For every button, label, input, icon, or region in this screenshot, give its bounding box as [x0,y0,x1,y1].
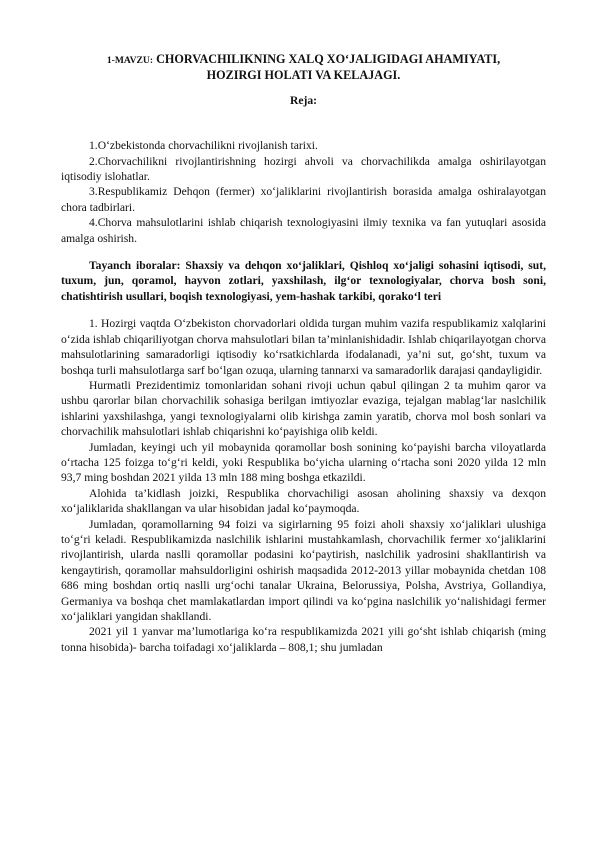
topic-label: 1-MAVZU: [106,55,154,66]
page-title [61,52,546,84]
body-paragraph: 1. Hozirgi vaqtda O‘zbekiston chorvadorlari oldida turgan muhim vazifa respublikamiz xalqlarini o‘zida ishlab chiqariliyotgan chorva mahsulotlari bilan ta’minlanishidadir. Ishlab chiqarilayotgan chorva mahsulotlarining samaradorligi iqtisodiy ko‘rsatkichlarda ifodalanadi, ya’ni sut, go‘sht, tuxum va boshqa turli mahsulotlarga sarf bo‘lgan ozuqa, ularning tannarxi va samaradorlik darajasi qandayligidir. [61,317,546,377]
title-line-1: CHORVACHILIKNING XALQ XO‘JALIGIDAGI AHAMIYATI, [156,52,501,66]
title-line-2: HOZIRGI HOLATI VA KELAJAGI. [206,68,401,83]
plan-item: 2.Chorvachilikni rivojlantirishning hozirgi ahvoli va chorvachilikda amalga oshirilayotgan iqtisodiy islohatlar. [61,154,546,184]
keywords-paragraph: Tayanch iboralar: Shaxsiy va dehqon xo‘jaliklari, Qishloq xo‘jaligi sohasini iqtisodi, sut, tuxum, jun, qoramol, hayvon zotlari, yaxshilash, ilg‘or texnologiyalar, chorva bosh soni, chatishtirish usullari, boqish texnologiyasi, yem-hashak tarkibi, qorako‘l teri [61,259,546,303]
plan-item: 3.Respublikamiz Dehqon (fermer) xo‘jaliklarini rivojlantirish borasida amalga oshiralayotgan chora tadbirlari. [61,185,546,214]
plan-heading: Reja: [289,93,318,107]
body-paragraph: Jumladan, qoramollarning 94 foizi va sigirlarning 95 foizi aholi shaxsiy xo‘jaliklari ulushiga to‘g‘ri keladi. Respublikamizda naslchilik ishlarini mustahkamlash, chorvachilik fermer xo‘jaliklarini rivojlantirish, ularda naslli qoramollar podasini ko‘paytirish, naslchilik yadrosini shakllantirish va kengaytirish, qoramollar mahsuldorligini oshirish maqsadida 2012-2013 yillar mobaynida chetdan 108 686 ming boshdan ortiq naslli urg‘ochi tanalar Ukraina, Belorussiya, Polsha, Avstriya, Gollandiya, Germaniya va boshqa chet mamlakatlardan import qilindi va ko‘pgina naslchilik yo‘nalishidagi fermer xo‘jaliklari yangidan shakllandi. [61,517,546,623]
body-text [61,316,546,655]
body-paragraph: Hurmatli Prezidentimiz tomonlaridan sohani rivoji uchun qabul qilingan 2 ta muhim qaror va ushbu qarorlar bilan chorvachilik sohasiga berilgan imtiyozlar evaziga, tejalgan mablag‘lar naslchilik ishlarini yaxshilashga, yangi texnologiyalarni olib kirishga zamin yaratib, chorva mol bosh sonlari va chorvachilik mahsulotlari ishlab chiqarishni ko‘payishiga olib keldi. [61,378,546,439]
document-page [61,52,546,655]
plan-item: 1.O‘zbekistonda chorvachilikni rivojlanish tarixi. [89,139,318,153]
body-paragraph: Jumladan, keyingi uch yil mobaynida qoramollar bosh sonining ko‘payishi barcha viloyatlarda o‘rtacha 125 foizga to‘g‘ri keldi, yoki Respublika bo‘yicha ularning o‘rtacha soni 2020 yilda 12 mln 93,7 ming boshdan 2021 yilda 13 mln 188 ming boshga etkazildi. [61,440,546,485]
plan-list [61,138,546,246]
plan-item: 4.Chorva mahsulotlarini ishlab chiqarish texnologiyasini ilmiy texnika va fan yutuqlari asosida amalga oshirish. [61,216,546,245]
body-paragraph: Alohida ta’kidlash joizki, Respublika chorvachiligi asosan aholining shaxsiy va dexqon xo‘jaliklarida shakllangan va ular hisobidan jadal ko‘paymoqda. [61,486,546,516]
body-paragraph: 2021 yil 1 yanvar ma’lumotlariga ko‘ra respublikamizda 2021 yili go‘sht ishlab chiqarish (ming tonna hisobida)- barcha toifadagi xo‘jaliklarda – 808,1; shu jumladan [61,625,546,654]
